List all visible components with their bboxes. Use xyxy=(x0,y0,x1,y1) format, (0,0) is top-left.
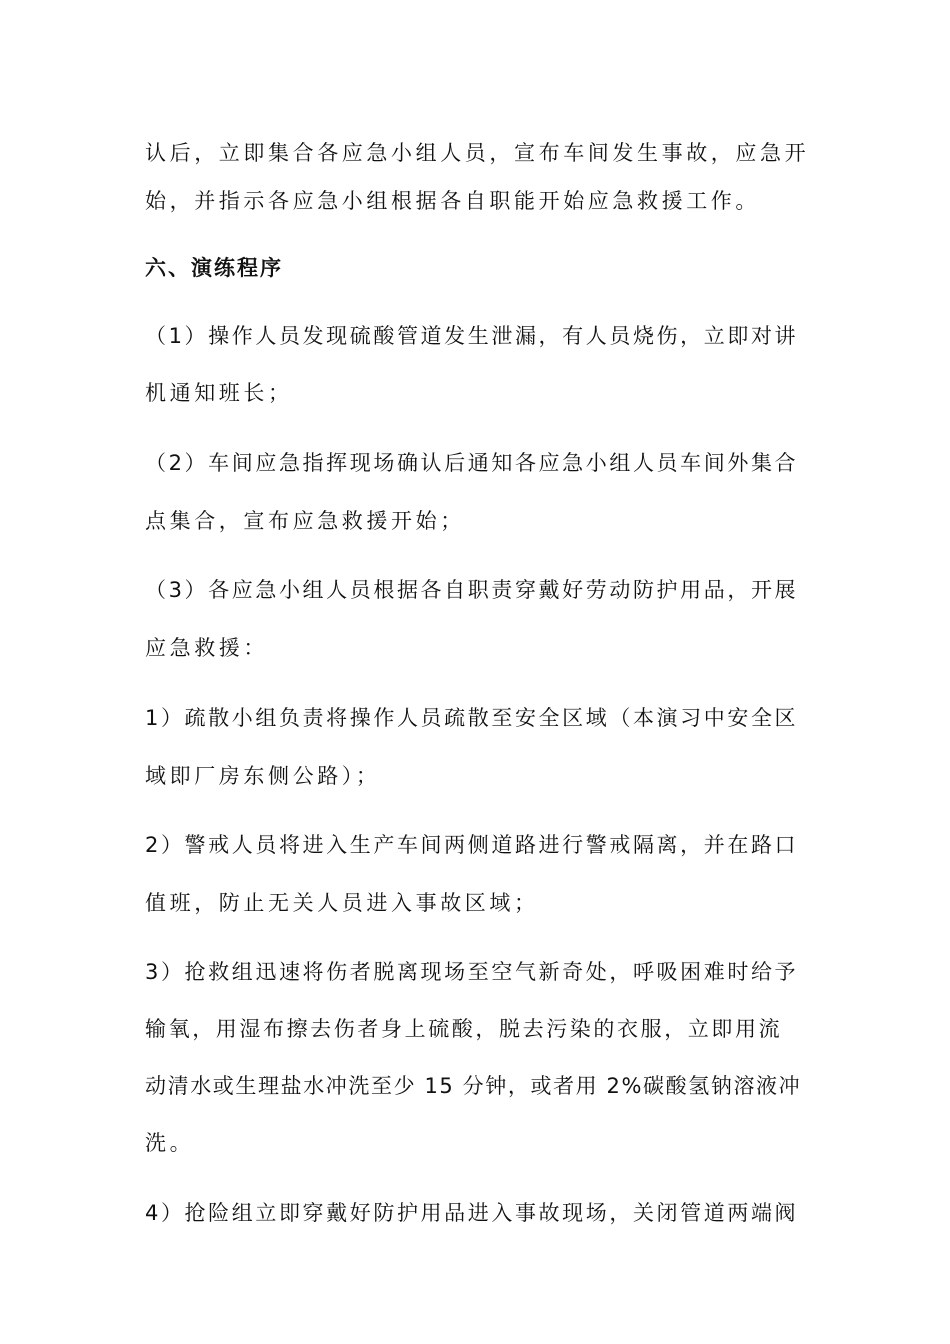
step-1-line-1: （1）操作人员发现硫酸管道发生泄漏，有人员烧伤，立即对讲 xyxy=(145,324,799,348)
sub-step-1-line-2: 域即厂房东侧公路）； xyxy=(145,764,381,788)
step-3-line-1: （3）各应急小组人员根据各自职责穿戴好劳动防护用品，开展 xyxy=(145,578,799,602)
step-3-line-2: 应急救援： xyxy=(145,636,268,660)
sub-step-3-line-2: 输氧，用湿布擦去伤者身上硫酸，脱去污染的衣服，立即用流 xyxy=(145,1017,783,1041)
step-2-line-1: （2）车间应急指挥现场确认后通知各应急小组人员车间外集合 xyxy=(145,451,799,475)
sub-step-3-line-3: 动清水或生理盐水冲洗至少 15 分钟，或者用 2%碳酸氢钠溶液冲 xyxy=(145,1074,802,1098)
intro-line-2: 始，并指示各应急小组根据各自职能开始应急救援工作。 xyxy=(145,189,760,213)
intro-line-1: 认后，立即集合各应急小组人员，宣布车间发生事故，应急开 xyxy=(145,141,810,165)
step-1-line-2: 机通知班长； xyxy=(145,381,293,405)
sub-step-3-line-4: 洗。 xyxy=(145,1131,195,1155)
sub-step-4-line-1: 4）抢险组立即穿戴好防护用品进入事故现场，关闭管道两端阀 xyxy=(145,1201,799,1225)
step-2-line-2: 点集合，宣布应急救援开始； xyxy=(145,509,465,533)
section-heading: 六、演练程序 xyxy=(145,256,283,280)
sub-step-1-line-1: 1）疏散小组负责将操作人员疏散至安全区域（本演习中安全区 xyxy=(145,706,799,730)
sub-step-2-line-1: 2）警戒人员将进入生产车间两侧道路进行警戒隔离，并在路口 xyxy=(145,833,799,857)
sub-step-2-line-2: 值班，防止无关人员进入事故区域； xyxy=(145,891,539,915)
sub-step-3-line-1: 3）抢救组迅速将伤者脱离现场至空气新奇处，呼吸困难时给予 xyxy=(145,960,799,984)
